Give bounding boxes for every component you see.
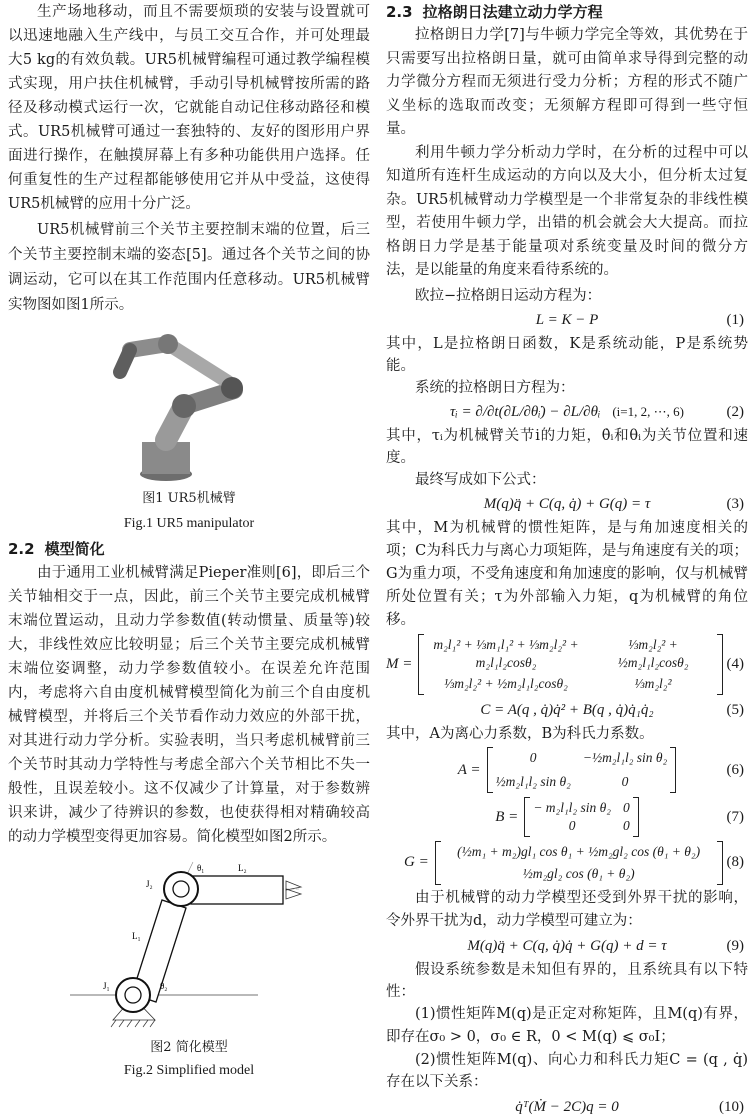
- label-theta2: θ₂: [160, 981, 168, 991]
- equation-9: [386, 935, 748, 957]
- section-title: 拉格朗日法建立动力学方程: [422, 3, 603, 21]
- section-heading-2-2: [8, 537, 370, 561]
- matrix-cell: −½m₂l₁l₂ sin θ₂: [582, 749, 668, 765]
- equation-lhs: G =: [404, 854, 429, 870]
- paragraph-property-2: (2)惯性矩阵M(q)、向心力和科氏力矩C = (q , q̇)存在以下关系：: [386, 1051, 748, 1090]
- equation-number: (4): [726, 655, 744, 672]
- equation-2-range: (i=1, 2, ⋯, 6): [612, 403, 684, 419]
- section-title: 模型简化: [44, 540, 105, 558]
- figure-2-caption-cn: 图2 简化模型: [150, 1040, 228, 1055]
- paragraph-torque-definition: 其中，τᵢ为机械臂关节i的力矩，θ̇ᵢ和θᵢ为关节位置和速度。: [386, 427, 748, 466]
- equation-number: (5): [726, 701, 744, 718]
- matrix-cell: − m₂l₁l₂ sin θ₂: [533, 799, 611, 815]
- equation-2: [386, 401, 748, 423]
- equation-lhs: B =: [495, 808, 519, 825]
- left-column: [8, 0, 370, 1120]
- equation-4-inertia-matrix: [386, 634, 748, 695]
- matrix-cell: ½m₂gl₂ cos (θ₁ + θ₂): [522, 865, 635, 881]
- section-number: 2.3: [386, 3, 413, 21]
- equation-7-matrix-b: [386, 797, 748, 837]
- paragraph-lagrange-equation-intro: 系统的拉格朗日方程为：: [415, 379, 575, 396]
- equation-5-body: C = A(q , q̇)q̇² + B(q , q̇)q̇₁q̇₂: [480, 701, 654, 718]
- equation-number: (9): [726, 937, 744, 954]
- equation-number: (3): [726, 495, 744, 512]
- equation-number: (7): [726, 808, 744, 825]
- label-l2: L₂: [238, 863, 247, 873]
- label-j1: J₁: [103, 981, 110, 991]
- matrix-cell: m₂l₁² + ⅓m₁l₁² + ⅓m₂l₂² + m₂l₁l₂cosθ₂: [433, 636, 579, 670]
- figure-1-caption-en: Fig.1 UR5 manipulator: [123, 516, 255, 531]
- section-heading-2-3: [386, 0, 748, 24]
- matrix-cell: 0: [622, 799, 630, 815]
- matrix-cell: ⅓m₂l₂² + ½m₂l₁l₂cosθ₂: [617, 636, 689, 670]
- matrix-cell: 0: [622, 817, 630, 833]
- link-l2: [191, 876, 283, 904]
- equation-2-content: [450, 401, 684, 423]
- paragraph-lagrange-advantages: 拉格朗日力学[7]与牛顿力学完全等效，其优势在于只需要写出拉格朗日量，就可由简单求导得到完整的动力学微分方程而无须进行受力分析；方程的形式不随广义坐标的选取而改变；无须解方程即可得到一些守恒量。: [386, 27, 748, 137]
- equation-number: (6): [726, 761, 744, 778]
- matrix-cell: 0: [621, 773, 629, 789]
- matrix-cell: 0: [568, 817, 576, 833]
- equation-10-body: q̇ᵀ(Ṁ − 2C)q = 0: [515, 1098, 619, 1115]
- equation-2-body: τᵢ = ∂/∂t(∂L/∂θ̇ᵢ) − ∂L/∂θᵢ: [450, 403, 601, 420]
- paragraph-newton-comparison: 利用牛顿力学分析动力学时，在分析的过程中可以知道所有连杆生成运动的方向以及大小，但分析太过复杂。UR5机械臂动力学模型是一个非常复杂的非线性模型，若使用牛顿力学，出错的机会就会大大提高。而拉格朗日力学是基于能量项对系统变量及时间的微分方法，是以能量的角度来看待系统的。: [386, 144, 748, 278]
- equation-8-gravity-vector: [386, 841, 748, 885]
- ur5-robot-photo: [8, 324, 370, 484]
- paragraph-euler-lagrange-intro: 欧拉−拉格朗日运动方程为：: [415, 287, 602, 304]
- equation-lhs: M =: [386, 655, 413, 672]
- paragraph-final-form-intro: 最终写成如下公式：: [415, 471, 546, 488]
- equation-number: (2): [726, 403, 744, 420]
- label-j2: J₂: [146, 879, 153, 889]
- simplified-model-diagram: [8, 857, 370, 1037]
- equation-3-body: M(q)q̈ + C(q, q̇) + G(q) = τ: [483, 495, 651, 512]
- paragraph-model-simplification: 由于通用工业机械臂满足Pieper准则[6]，即后三个关节轴相交于一点，因此，前三个关节主要完成机械臂末端位置运动，且动力学参数值(转动惯量、质量等)较大，非线性效应比较明显；后三个关节主要完成机械臂末端位姿调整，动力学参数值较小。在误差允许范围内，考虑将六自由度机械臂模型简化为前三个自由度机械臂模型，并将后三个关节看作动力效应的外部干扰，对其进行动力学分析。实验表明，当只考虑机械臂前三个关节时其动力学特性与考虑全部六个关节相比不失一般性，且误差较小。这不仅减少了计算量，对于参数辨识来讲，减少了待辨识的参数，也使获得相对精确较高的动力学模型变得更加容易。简化模型如图2所示。: [8, 565, 370, 845]
- paragraph-ur5-intro: 生产场地移动，而且不需要烦琐的安装与设置就可以迅速地融入生产线中，与员工交互合作，并可处理最大5 kg的有效负载。UR5机械臂编程可通过教学编程模式实现，用户扶住机械臂，手动引导机械臂按所需的路径及移动模式运行一次，它就能自动记住移动路径和模式。UR5机械臂可通过一套独特的、友好的图形用户界面进行操作，在触摸屏幕上有多种功能供用户选择。任何重复性的生产过程都能够使用它并从中受益，这使得UR5机械臂的应用十分广泛。: [8, 4, 370, 212]
- matrix-cell: 0: [529, 749, 537, 765]
- paragraph-lagrangian-definition: 其中，L是拉格朗日函数，K是系统动能，P是系统势能。: [386, 335, 748, 374]
- equation-number: (8): [726, 854, 744, 870]
- right-column: [386, 0, 748, 1120]
- equation-1-body: L = K − P: [535, 311, 599, 328]
- equation-10: [386, 1096, 748, 1118]
- figure-1-caption-cn: 图1 UR5机械臂: [142, 491, 236, 506]
- matrix-cell: ½m₂l₁l₂ sin θ₂: [495, 773, 571, 789]
- figure-2-caption-en: Fig.2 Simplified model: [123, 1063, 255, 1078]
- paragraph-disturbance: 由于机械臂的动力学模型还受到外界干扰的影响，令外界干扰为d，动力学模型可建立为：: [386, 889, 748, 929]
- section-number: 2.2: [8, 540, 35, 558]
- matrix-cell: ⅓m₂l₂²: [634, 675, 672, 691]
- matrix-cell: (½m₁ + m₂)gl₁ cos θ₁ + ½m₂gl₂ cos (θ₁ + θ₂): [457, 843, 701, 859]
- paragraph-coefficient-definitions: 其中，A为离心力系数，B为科氏力系数。: [386, 725, 654, 742]
- end-effector-icon: [286, 881, 301, 890]
- equation-6-matrix-a: [386, 747, 748, 793]
- equation-number: (10): [719, 1098, 744, 1115]
- label-l1: L₁: [132, 931, 141, 941]
- paragraph-assumptions: 假设系统参数是未知但有界的，且系统具有以下特性：: [386, 961, 748, 1000]
- equation-3: [386, 493, 748, 515]
- equation-1: [386, 309, 748, 331]
- equation-9-body: M(q)q̈ + C(q, q̇)q̇ + G(q) + d = τ: [467, 937, 667, 954]
- paragraph-ur5-joints: UR5机械臂前三个关节主要控制末端的位置，后三个关节主要控制末端的姿态[5]。通过各个关节之间的协调运动，它可以在其工作范围内任意移动。UR5机械臂实物图如图1所示。: [8, 222, 370, 313]
- paragraph-matrix-definitions: 其中，M为机械臂的惯性矩阵，是与角加速度相关的项；C为科氏力与离心力项矩阵，是与角速度有关的项；G为重力项，不受角速度和角加速度的影响，仅与机械臂所处位置有关；τ为外部输入力矩，q为机械臂的角位移。: [386, 519, 748, 628]
- equation-lhs: A =: [457, 761, 481, 778]
- paragraph-property-1: (1)惯性矩阵M(q)是正定对称矩阵，且M(q)有界，即存在σ₀ > 0，σ₀ ∈ R，0 < M(q) ⩽ σ₀I；: [386, 1005, 748, 1045]
- label-theta1: θ₁: [197, 863, 205, 873]
- equation-number: (1): [726, 311, 744, 328]
- equation-5: [386, 699, 748, 721]
- matrix-cell: ⅓m₂l₂² + ½m₂l₁l₂cosθ₂: [444, 675, 568, 691]
